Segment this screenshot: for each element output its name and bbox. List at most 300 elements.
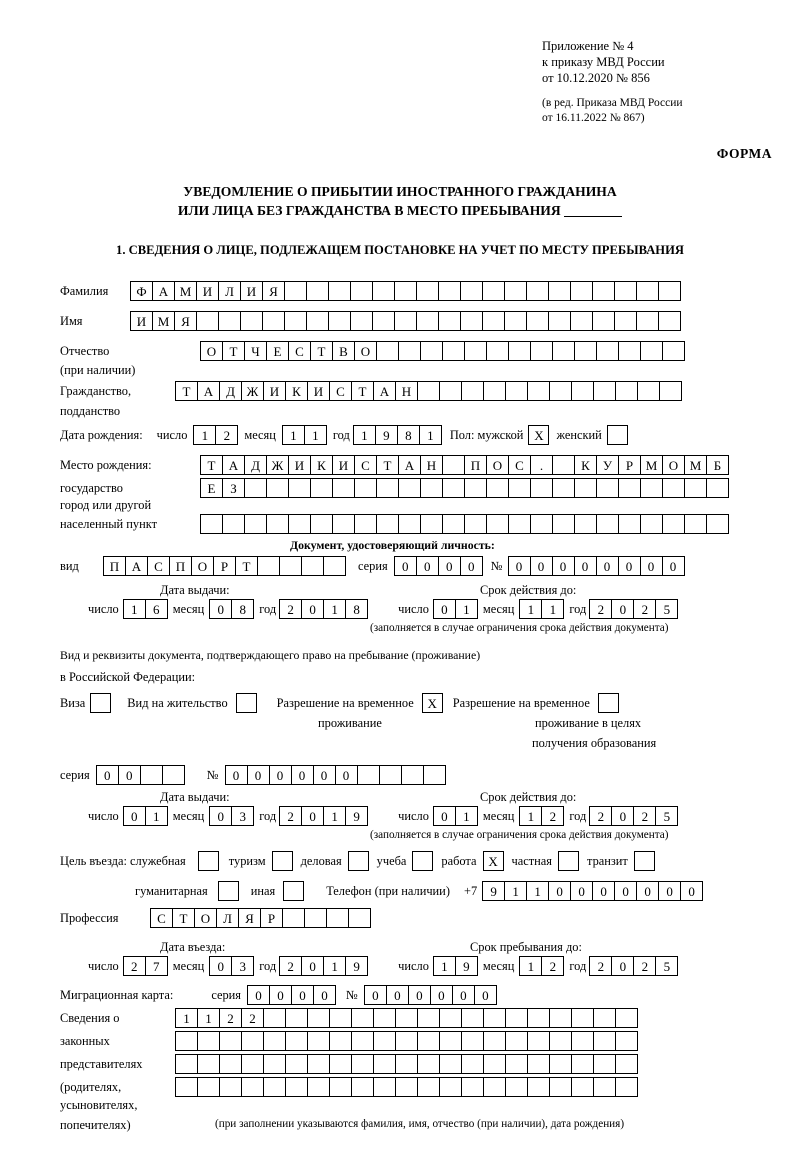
char-box[interactable]: 0 — [123, 806, 146, 826]
char-box[interactable]: 1 — [519, 599, 542, 619]
char-box[interactable]: Б — [706, 455, 729, 475]
char-box[interactable] — [373, 1008, 396, 1028]
char-box[interactable]: 0 — [313, 985, 336, 1005]
char-box[interactable] — [442, 514, 465, 534]
checkbox-edu-residence[interactable] — [598, 693, 619, 713]
char-box[interactable] — [329, 1054, 352, 1074]
checkbox-visa[interactable] — [90, 693, 111, 713]
char-box[interactable] — [615, 1077, 638, 1097]
char-box[interactable]: 5 — [655, 956, 678, 976]
char-box[interactable] — [527, 1077, 550, 1097]
char-box[interactable] — [222, 514, 245, 534]
char-box[interactable]: Л — [218, 281, 241, 301]
char-box[interactable]: 1 — [323, 599, 346, 619]
char-box[interactable] — [592, 281, 615, 301]
char-box[interactable] — [574, 341, 597, 361]
char-box[interactable] — [417, 1054, 440, 1074]
char-box[interactable]: С — [508, 455, 531, 475]
char-box[interactable]: 1 — [419, 425, 442, 445]
char-box[interactable] — [527, 1008, 550, 1028]
input-doc-valid-day[interactable] — [433, 599, 478, 619]
char-box[interactable] — [662, 514, 685, 534]
input-stay-day[interactable] — [433, 956, 478, 976]
input-entry-month[interactable] — [209, 956, 254, 976]
char-box[interactable]: 3 — [231, 806, 254, 826]
char-box[interactable] — [266, 478, 289, 498]
char-box[interactable]: О — [354, 341, 377, 361]
input-name[interactable] — [130, 311, 681, 331]
char-box[interactable]: Н — [420, 455, 443, 475]
input-entry-year[interactable] — [279, 956, 368, 976]
char-box[interactable] — [508, 478, 531, 498]
char-box[interactable]: 6 — [145, 599, 168, 619]
char-box[interactable]: И — [240, 281, 263, 301]
char-box[interactable] — [328, 311, 351, 331]
char-box[interactable]: Ф — [130, 281, 153, 301]
char-box[interactable]: 0 — [530, 556, 553, 576]
char-box[interactable]: Т — [351, 381, 374, 401]
char-box[interactable]: М — [174, 281, 197, 301]
char-box[interactable]: 8 — [397, 425, 420, 445]
char-box[interactable] — [420, 514, 443, 534]
input-doc-valid-month[interactable] — [519, 599, 564, 619]
char-box[interactable] — [483, 1054, 506, 1074]
char-box[interactable]: Н — [395, 381, 418, 401]
char-box[interactable]: 0 — [611, 956, 634, 976]
char-box[interactable] — [420, 341, 443, 361]
char-box[interactable] — [442, 341, 465, 361]
char-box[interactable] — [332, 514, 355, 534]
char-box[interactable] — [461, 1077, 484, 1097]
char-box[interactable] — [706, 478, 729, 498]
input-phone[interactable] — [482, 881, 703, 901]
char-box[interactable] — [614, 281, 637, 301]
char-box[interactable]: 0 — [96, 765, 119, 785]
char-box[interactable]: О — [200, 341, 223, 361]
char-box[interactable] — [464, 478, 487, 498]
char-box[interactable]: Я — [238, 908, 261, 928]
char-box[interactable]: П — [103, 556, 126, 576]
char-box[interactable]: 1 — [193, 425, 216, 445]
char-box[interactable]: Т — [235, 556, 258, 576]
char-box[interactable] — [284, 281, 307, 301]
char-box[interactable] — [241, 1077, 264, 1097]
char-box[interactable]: О — [194, 908, 217, 928]
char-box[interactable] — [307, 1008, 330, 1028]
char-box[interactable]: Т — [376, 455, 399, 475]
char-box[interactable]: Р — [618, 455, 641, 475]
char-box[interactable]: 1 — [519, 806, 542, 826]
char-box[interactable] — [395, 1008, 418, 1028]
char-box[interactable] — [574, 514, 597, 534]
char-box[interactable] — [417, 1008, 440, 1028]
checkbox-purpose-private[interactable] — [558, 851, 579, 871]
input-stay-year[interactable] — [589, 956, 678, 976]
char-box[interactable]: 1 — [304, 425, 327, 445]
checkbox-purpose-other[interactable] — [283, 881, 304, 901]
char-box[interactable] — [460, 311, 483, 331]
char-box[interactable] — [351, 1054, 374, 1074]
char-box[interactable]: 0 — [209, 806, 232, 826]
input-migration-series[interactable] — [247, 985, 336, 1005]
char-box[interactable] — [417, 1031, 440, 1051]
char-box[interactable]: 1 — [123, 599, 146, 619]
char-box[interactable] — [442, 478, 465, 498]
input-doc-kind[interactable] — [103, 556, 346, 576]
char-box[interactable] — [376, 514, 399, 534]
checkbox-sex-female[interactable] — [607, 425, 628, 445]
char-box[interactable]: 0 — [247, 765, 270, 785]
char-box[interactable]: 0 — [618, 556, 641, 576]
char-box[interactable] — [329, 1031, 352, 1051]
char-box[interactable]: А — [222, 455, 245, 475]
char-box[interactable] — [571, 1077, 594, 1097]
char-box[interactable]: М — [684, 455, 707, 475]
char-box[interactable] — [354, 478, 377, 498]
char-box[interactable] — [505, 381, 528, 401]
char-box[interactable] — [219, 1054, 242, 1074]
input-doc-issue-year[interactable] — [279, 599, 368, 619]
char-box[interactable] — [266, 514, 289, 534]
input-birth-year[interactable] — [353, 425, 442, 445]
char-box[interactable]: 2 — [279, 806, 302, 826]
char-box[interactable]: 0 — [592, 881, 615, 901]
char-box[interactable]: 0 — [247, 985, 270, 1005]
char-box[interactable]: 0 — [408, 985, 431, 1005]
input-legal-rep-row-3[interactable] — [175, 1054, 638, 1074]
char-box[interactable]: Д — [244, 455, 267, 475]
char-box[interactable]: М — [152, 311, 175, 331]
char-box[interactable]: Р — [260, 908, 283, 928]
char-box[interactable] — [504, 281, 527, 301]
checkbox-purpose-transit[interactable] — [634, 851, 655, 871]
char-box[interactable] — [354, 514, 377, 534]
char-box[interactable]: 2 — [633, 806, 656, 826]
char-box[interactable]: 0 — [209, 956, 232, 976]
char-box[interactable] — [486, 514, 509, 534]
char-box[interactable] — [615, 1031, 638, 1051]
char-box[interactable]: 0 — [118, 765, 141, 785]
char-box[interactable]: И — [263, 381, 286, 401]
input-permit-issue-year[interactable] — [279, 806, 368, 826]
input-permit-issue-day[interactable] — [123, 806, 168, 826]
input-legal-rep-row-4[interactable] — [175, 1077, 638, 1097]
char-box[interactable] — [659, 381, 682, 401]
char-box[interactable]: И — [196, 281, 219, 301]
input-surname[interactable] — [130, 281, 681, 301]
char-box[interactable] — [394, 311, 417, 331]
char-box[interactable]: 9 — [482, 881, 505, 901]
char-box[interactable]: 0 — [291, 765, 314, 785]
input-permit-valid-month[interactable] — [519, 806, 564, 826]
char-box[interactable] — [398, 514, 421, 534]
char-box[interactable]: 0 — [430, 985, 453, 1005]
checkbox-sex-male[interactable]: X — [528, 425, 549, 445]
char-box[interactable] — [596, 341, 619, 361]
char-box[interactable] — [244, 514, 267, 534]
char-box[interactable]: 8 — [345, 599, 368, 619]
char-box[interactable] — [596, 514, 619, 534]
input-permit-valid-year[interactable] — [589, 806, 678, 826]
char-box[interactable] — [618, 478, 641, 498]
char-box[interactable]: Л — [216, 908, 239, 928]
char-box[interactable]: 0 — [364, 985, 387, 1005]
char-box[interactable] — [196, 311, 219, 331]
input-birth-day[interactable] — [193, 425, 238, 445]
char-box[interactable]: 0 — [636, 881, 659, 901]
char-box[interactable] — [548, 311, 571, 331]
char-box[interactable] — [301, 556, 324, 576]
char-box[interactable] — [527, 381, 550, 401]
char-box[interactable] — [326, 908, 349, 928]
char-box[interactable] — [263, 1077, 286, 1097]
input-birth-month[interactable] — [282, 425, 327, 445]
char-box[interactable]: 7 — [145, 956, 168, 976]
char-box[interactable] — [219, 1031, 242, 1051]
char-box[interactable] — [552, 514, 575, 534]
char-box[interactable]: 2 — [123, 956, 146, 976]
char-box[interactable]: 0 — [416, 556, 439, 576]
char-box[interactable]: 2 — [633, 599, 656, 619]
char-box[interactable] — [348, 908, 371, 928]
input-birthplace-state[interactable] — [200, 455, 729, 475]
input-birthplace-city-row2[interactable] — [200, 514, 729, 534]
char-box[interactable]: 0 — [570, 881, 593, 901]
input-doc-issue-day[interactable] — [123, 599, 168, 619]
char-box[interactable]: 9 — [455, 956, 478, 976]
char-box[interactable]: 0 — [658, 881, 681, 901]
char-box[interactable] — [552, 478, 575, 498]
checkbox-purpose-official[interactable] — [198, 851, 219, 871]
char-box[interactable] — [482, 281, 505, 301]
char-box[interactable]: 1 — [433, 956, 456, 976]
char-box[interactable] — [323, 556, 346, 576]
char-box[interactable]: Т — [222, 341, 245, 361]
input-permit-number[interactable] — [225, 765, 446, 785]
char-box[interactable]: 0 — [640, 556, 663, 576]
char-box[interactable] — [257, 556, 280, 576]
char-box[interactable] — [351, 1008, 374, 1028]
char-box[interactable]: И — [332, 455, 355, 475]
char-box[interactable] — [618, 514, 641, 534]
char-box[interactable]: 0 — [574, 556, 597, 576]
char-box[interactable] — [461, 1054, 484, 1074]
char-box[interactable]: С — [150, 908, 173, 928]
char-box[interactable] — [530, 514, 553, 534]
char-box[interactable] — [615, 1054, 638, 1074]
char-box[interactable] — [420, 478, 443, 498]
char-box[interactable] — [439, 381, 462, 401]
char-box[interactable] — [395, 1054, 418, 1074]
checkbox-purpose-business[interactable] — [348, 851, 369, 871]
char-box[interactable] — [282, 908, 305, 928]
char-box[interactable] — [615, 381, 638, 401]
char-box[interactable] — [549, 1031, 572, 1051]
char-box[interactable]: 9 — [345, 806, 368, 826]
char-box[interactable]: 0 — [662, 556, 685, 576]
char-box[interactable] — [197, 1031, 220, 1051]
char-box[interactable]: 2 — [279, 956, 302, 976]
char-box[interactable] — [416, 311, 439, 331]
char-box[interactable] — [307, 1077, 330, 1097]
char-box[interactable] — [482, 311, 505, 331]
char-box[interactable] — [464, 514, 487, 534]
char-box[interactable] — [263, 1031, 286, 1051]
char-box[interactable] — [306, 281, 329, 301]
char-box[interactable]: 0 — [452, 985, 475, 1005]
char-box[interactable]: 0 — [438, 556, 461, 576]
char-box[interactable] — [401, 765, 424, 785]
checkbox-purpose-work[interactable]: X — [483, 851, 504, 871]
char-box[interactable]: П — [169, 556, 192, 576]
char-box[interactable]: 0 — [433, 599, 456, 619]
char-box[interactable] — [442, 455, 465, 475]
char-box[interactable] — [175, 1031, 198, 1051]
char-box[interactable] — [486, 341, 509, 361]
char-box[interactable]: Я — [262, 281, 285, 301]
char-box[interactable]: К — [310, 455, 333, 475]
char-box[interactable]: Ж — [266, 455, 289, 475]
char-box[interactable]: 0 — [225, 765, 248, 785]
char-box[interactable] — [684, 514, 707, 534]
char-box[interactable] — [571, 381, 594, 401]
input-patronymic[interactable] — [200, 341, 685, 361]
char-box[interactable] — [593, 1031, 616, 1051]
char-box[interactable]: У — [596, 455, 619, 475]
char-box[interactable] — [461, 1008, 484, 1028]
char-box[interactable] — [328, 281, 351, 301]
char-box[interactable]: О — [662, 455, 685, 475]
char-box[interactable] — [438, 311, 461, 331]
char-box[interactable] — [197, 1054, 220, 1074]
char-box[interactable] — [373, 1054, 396, 1074]
char-box[interactable]: 0 — [460, 556, 483, 576]
char-box[interactable] — [310, 478, 333, 498]
char-box[interactable] — [574, 478, 597, 498]
char-box[interactable]: 0 — [680, 881, 703, 901]
char-box[interactable] — [526, 281, 549, 301]
input-permit-valid-day[interactable] — [433, 806, 478, 826]
char-box[interactable]: 2 — [541, 956, 564, 976]
char-box[interactable]: М — [640, 455, 663, 475]
input-doc-series[interactable] — [394, 556, 483, 576]
char-box[interactable] — [552, 341, 575, 361]
char-box[interactable] — [351, 1031, 374, 1051]
char-box[interactable]: 1 — [175, 1008, 198, 1028]
char-box[interactable] — [549, 1008, 572, 1028]
input-doc-number[interactable] — [508, 556, 685, 576]
char-box[interactable] — [640, 341, 663, 361]
input-legal-rep-row-2[interactable] — [175, 1031, 638, 1051]
char-box[interactable] — [197, 1077, 220, 1097]
char-box[interactable]: 0 — [301, 956, 324, 976]
checkbox-temp-residence[interactable]: X — [422, 693, 443, 713]
char-box[interactable]: Ч — [244, 341, 267, 361]
char-box[interactable] — [549, 381, 572, 401]
char-box[interactable] — [505, 1077, 528, 1097]
char-box[interactable]: 0 — [611, 599, 634, 619]
char-box[interactable] — [307, 1054, 330, 1074]
char-box[interactable] — [240, 311, 263, 331]
input-citizenship[interactable] — [175, 381, 682, 401]
char-box[interactable] — [357, 765, 380, 785]
char-box[interactable] — [244, 478, 267, 498]
char-box[interactable] — [285, 1031, 308, 1051]
char-box[interactable] — [508, 514, 531, 534]
char-box[interactable]: 2 — [541, 806, 564, 826]
char-box[interactable] — [438, 281, 461, 301]
char-box[interactable]: 5 — [655, 599, 678, 619]
char-box[interactable] — [219, 1077, 242, 1097]
char-box[interactable]: А — [373, 381, 396, 401]
char-box[interactable]: 0 — [394, 556, 417, 576]
char-box[interactable] — [398, 341, 421, 361]
char-box[interactable]: А — [197, 381, 220, 401]
char-box[interactable] — [423, 765, 446, 785]
char-box[interactable] — [263, 1008, 286, 1028]
char-box[interactable] — [505, 1008, 528, 1028]
char-box[interactable]: 0 — [433, 806, 456, 826]
char-box[interactable]: 0 — [291, 985, 314, 1005]
char-box[interactable]: К — [285, 381, 308, 401]
char-box[interactable] — [376, 341, 399, 361]
char-box[interactable]: 0 — [386, 985, 409, 1005]
input-permit-series[interactable] — [96, 765, 185, 785]
char-box[interactable] — [417, 381, 440, 401]
char-box[interactable] — [175, 1054, 198, 1074]
char-box[interactable] — [571, 1008, 594, 1028]
char-box[interactable]: 0 — [269, 765, 292, 785]
char-box[interactable] — [552, 455, 575, 475]
char-box[interactable]: 0 — [301, 599, 324, 619]
char-box[interactable] — [593, 1008, 616, 1028]
char-box[interactable] — [372, 311, 395, 331]
char-box[interactable] — [527, 1054, 550, 1074]
char-box[interactable] — [262, 311, 285, 331]
input-entry-day[interactable] — [123, 956, 168, 976]
char-box[interactable] — [593, 1077, 616, 1097]
char-box[interactable] — [684, 478, 707, 498]
char-box[interactable] — [527, 1031, 550, 1051]
char-box[interactable]: 0 — [209, 599, 232, 619]
char-box[interactable] — [530, 341, 553, 361]
char-box[interactable]: 0 — [611, 806, 634, 826]
char-box[interactable]: 8 — [231, 599, 254, 619]
char-box[interactable]: О — [486, 455, 509, 475]
checkbox-purpose-study[interactable] — [412, 851, 433, 871]
char-box[interactable]: 1 — [282, 425, 305, 445]
input-doc-issue-month[interactable] — [209, 599, 254, 619]
char-box[interactable]: 2 — [279, 599, 302, 619]
char-box[interactable] — [285, 1077, 308, 1097]
char-box[interactable]: 1 — [526, 881, 549, 901]
char-box[interactable] — [395, 1077, 418, 1097]
char-box[interactable]: 1 — [197, 1008, 220, 1028]
input-profession[interactable] — [150, 908, 371, 928]
char-box[interactable] — [549, 1054, 572, 1074]
char-box[interactable]: С — [329, 381, 352, 401]
char-box[interactable]: В — [332, 341, 355, 361]
char-box[interactable] — [505, 1054, 528, 1074]
char-box[interactable]: Е — [200, 478, 223, 498]
char-box[interactable]: 2 — [219, 1008, 242, 1028]
char-box[interactable] — [461, 1031, 484, 1051]
input-legal-rep-row-1[interactable] — [175, 1008, 638, 1028]
char-box[interactable] — [636, 281, 659, 301]
char-box[interactable] — [285, 1054, 308, 1074]
char-box[interactable]: Я — [174, 311, 197, 331]
char-box[interactable] — [464, 341, 487, 361]
